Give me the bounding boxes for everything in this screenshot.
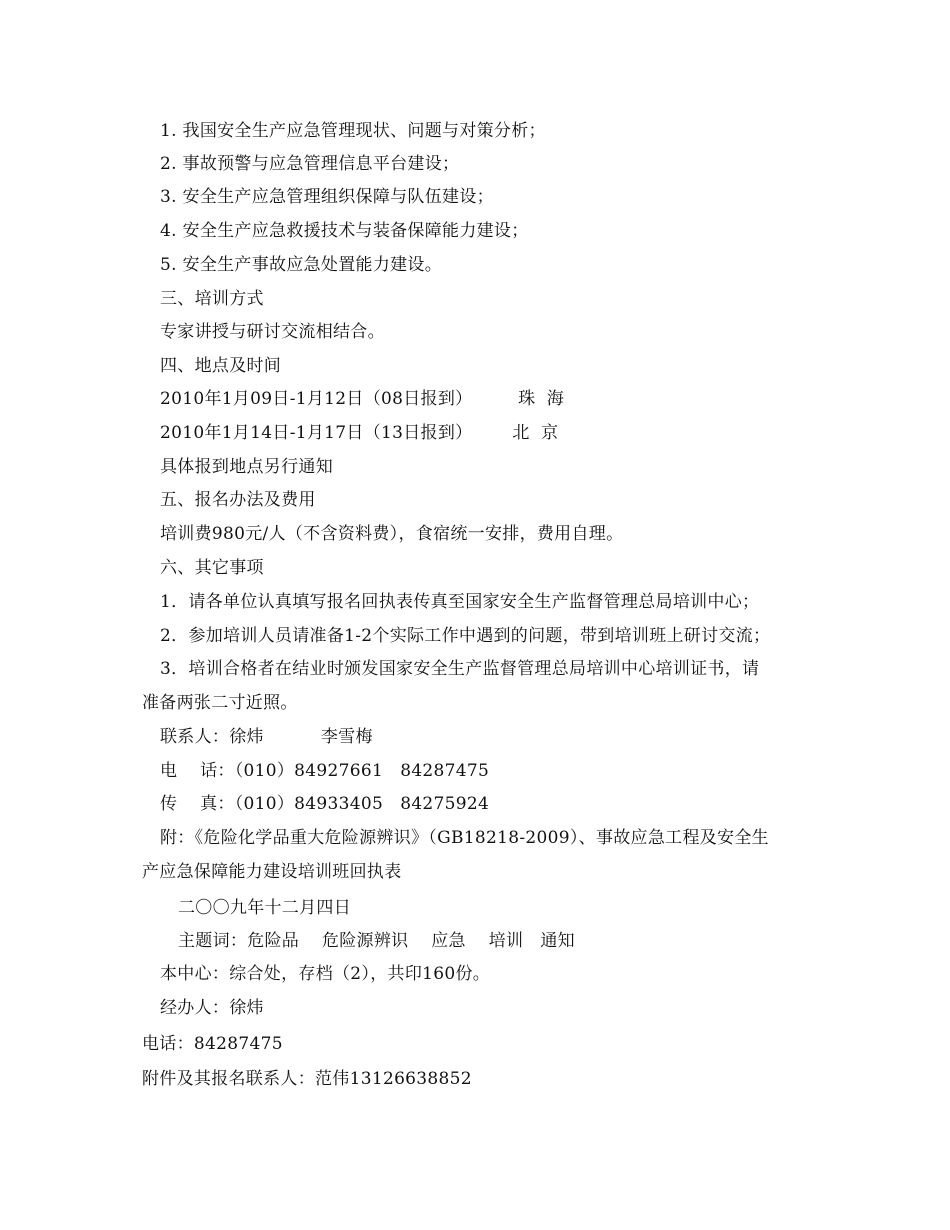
topic-item-1: 1. 我国安全生产应急管理现状、问题与对策分析； [160,121,546,141]
topic-item-3: 3. 安全生产应急管理组织保障与队伍建设； [160,187,494,207]
section-heading-registration-fee: 五、报名办法及费用 [160,490,316,510]
section-heading-location-time: 四、地点及时间 [160,356,282,376]
handler: 经办人：徐炜 [160,998,264,1018]
section-heading-other-matters: 六、其它事项 [160,558,264,578]
attachment-contact: 附件及其报名联系人：范伟13126638852 [142,1069,472,1089]
schedule-beijing: 2010年1月14日-1月17日（13日报到） 北 京 [160,423,559,443]
contact-fax: 传 真：（010）84933405 84275924 [160,794,490,814]
location-note: 具体报到地点另行通知 [160,457,333,477]
topic-item-2: 2. 事故预警与应急管理信息平台建设； [160,154,460,174]
other-item-3-continuation: 准备两张二寸近照。 [142,693,298,713]
other-item-2: 2．参加培训人员请准备1-2个实际工作中遇到的问题，带到培训班上研讨交流； [160,626,771,646]
attachment-note: 附：《危险化学品重大危险源辨识》（GB18218-2009）、事故应急工程及安全生 [160,828,769,848]
other-item-3: 3．培训合格者在结业时颁发国家安全生产监督管理总局培训中心培训证书，请 [160,659,760,679]
section-heading-training-method: 三、培训方式 [160,289,264,309]
training-method-text: 专家讲授与研讨交流相结合。 [160,322,385,342]
subject-keywords: 主题词：危险品 危险源辨识 应急 培训 通知 [178,931,575,951]
schedule-zhuhai: 2010年1月09日-1月12日（08日报到） 珠 海 [160,389,565,409]
distribution-note: 本中心：综合处，存档（2），共印160份。 [160,964,491,984]
contact-persons: 联系人：徐炜 李雪梅 [160,727,373,747]
fee-text: 培训费980元/人（不含资料费），食宿统一安排，费用自理。 [160,524,624,544]
topic-item-5: 5. 安全生产事故应急处置能力建设。 [160,255,443,275]
attachment-note-continuation: 产应急保障能力建设培训班回执表 [142,862,402,882]
handler-phone: 电话：84287475 [142,1034,283,1054]
contact-phone: 电 话：（010）84927661 84287475 [160,761,490,781]
topic-item-4: 4. 安全生产应急救援技术与装备保障能力建设； [160,221,529,241]
other-item-1: 1．请各单位认真填写报名回执表传真至国家安全生产监督管理总局培训中心； [160,592,760,612]
document-date: 二〇〇九年十二月四日 [178,898,351,918]
